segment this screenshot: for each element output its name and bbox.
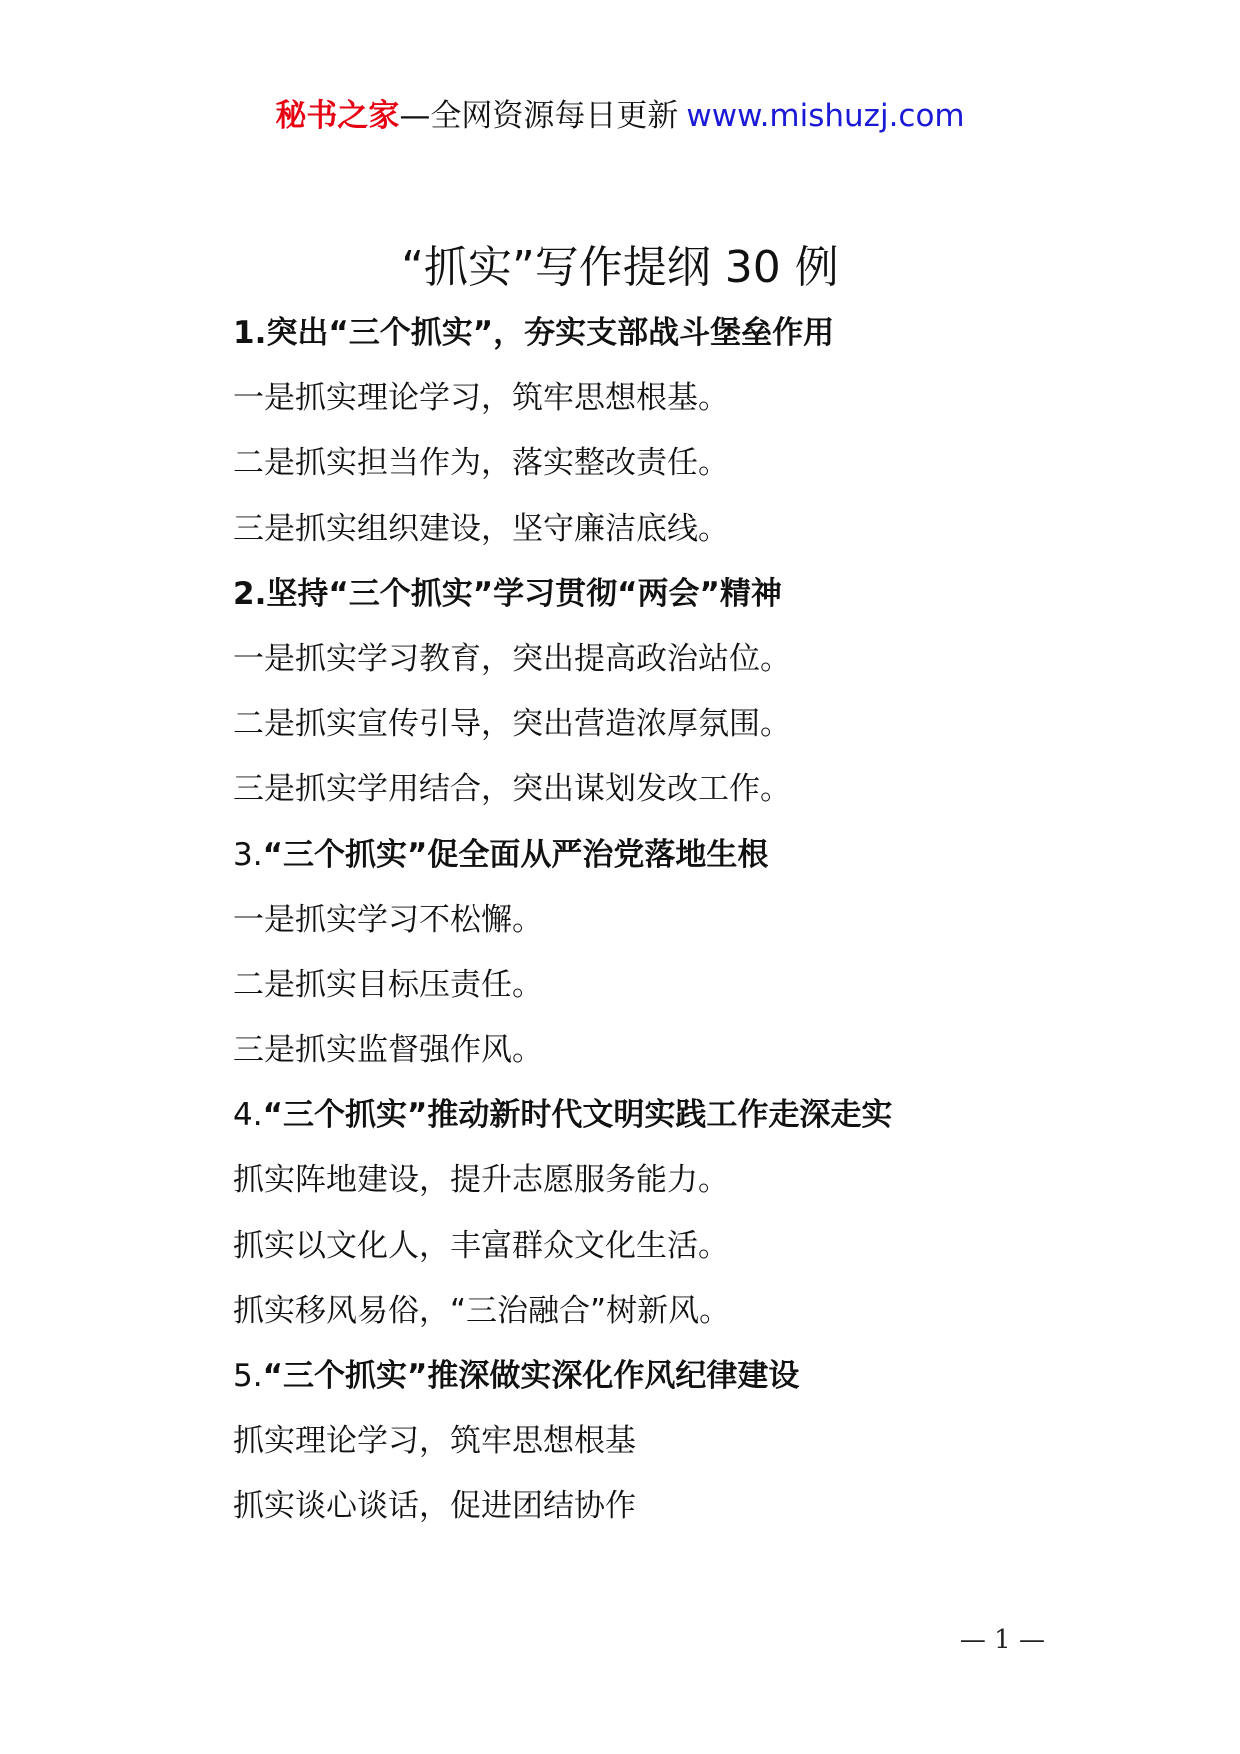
brand-name: 秘书之家 bbox=[275, 98, 400, 134]
section-heading bbox=[233, 1087, 1133, 1152]
outline-item: 抓实移风易俗，“三治融合”树新风。 bbox=[233, 1292, 731, 1329]
document-title: “抓实”写作提纲 30 例 bbox=[401, 242, 839, 293]
page-number: — 1 — bbox=[959, 1625, 1045, 1655]
section-heading bbox=[233, 827, 1133, 892]
section-number: 5. bbox=[233, 1358, 263, 1394]
section-heading-text: “三个抓实”促全面从严治党落地生根 bbox=[262, 836, 769, 873]
outline-item: 一是抓实学习不松懈。 bbox=[233, 901, 543, 938]
outline-item: 抓实谈心谈话，促进团结协作 bbox=[233, 1488, 636, 1525]
outline-item: 三是抓实学用结合，突出谋划发改工作。 bbox=[233, 771, 791, 808]
section-heading-text: 突出“三个抓实”，夯实支部战斗堡垒作用 bbox=[266, 315, 835, 351]
section-heading bbox=[233, 566, 1133, 631]
outline-item: 二是抓实目标压责任。 bbox=[233, 966, 543, 1003]
outline-item: 抓实以文化人，丰富群众文化生活。 bbox=[233, 1227, 729, 1264]
outline-item: 三是抓实组织建设，坚守廉洁底线。 bbox=[233, 510, 729, 547]
outline-item: 抓实阵地建设，提升志愿服务能力。 bbox=[233, 1162, 729, 1199]
section-heading-text: “三个抓实”推深做实深化作风纪律建设 bbox=[262, 1358, 800, 1394]
outline-item: 一是抓实学习教育，突出提高政治站位。 bbox=[233, 640, 791, 677]
section-heading-text: “三个抓实”推动新时代文明实践工作走深走实 bbox=[262, 1097, 893, 1134]
header-slogan: —全网资源每日更新 bbox=[399, 98, 679, 134]
outline-item: 一是抓实理论学习，筑牢思想根基。 bbox=[233, 380, 729, 417]
site-url-link[interactable]: www.mishuzj.com bbox=[686, 98, 965, 134]
outline-item: 二是抓实宣传引导，突出营造浓厚氛围。 bbox=[233, 706, 791, 743]
site-header bbox=[0, 96, 1240, 136]
outline-item: 三是抓实监督强作风。 bbox=[233, 1032, 543, 1069]
outline-item: 抓实理论学习，筑牢思想根基 bbox=[233, 1423, 636, 1460]
document-body bbox=[233, 305, 1133, 1544]
section-heading bbox=[233, 305, 1133, 370]
section-number: 3. bbox=[233, 836, 263, 873]
outline-item: 二是抓实担当作为，落实整改责任。 bbox=[233, 445, 729, 482]
section-heading bbox=[233, 1348, 1133, 1413]
section-number: 2. bbox=[233, 575, 267, 612]
section-number: 4. bbox=[233, 1097, 263, 1134]
section-heading-text: 坚持“三个抓实”学习贯彻“两会”精神 bbox=[266, 575, 782, 612]
section-number: 1. bbox=[233, 315, 267, 351]
